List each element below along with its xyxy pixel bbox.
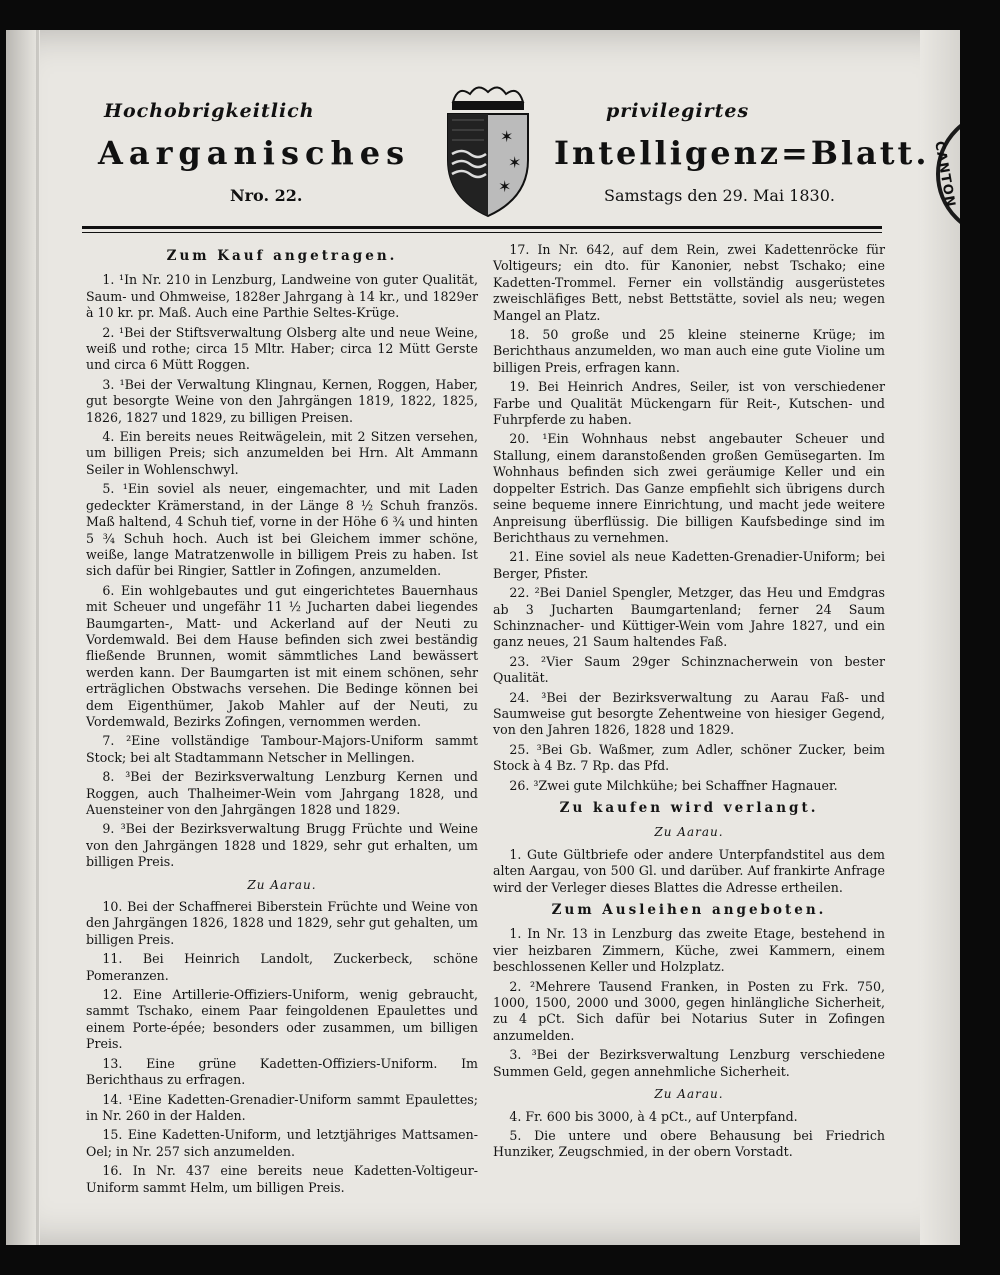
issue-number: Nro. 22. (230, 186, 303, 205)
ad-item: 14. ¹Eine Kadetten-Grenadier-Uniform sammt Epaulettes; in Nr. 260 in der Halden. (86, 1091, 478, 1123)
newspaper-page (6, 30, 960, 1245)
ad-item: 22. ²Bei Daniel Spengler, Metzger, das Heu und Emdgras ab 3 Jucharten Baumgartenland; ferner 24 Saum Schinznacher- und Küttiger-Wein vom Jahre 1827, und ein ganz neues, 21 Saum haltendes Faß. (493, 585, 885, 650)
ad-item: 25. ³Bei Gb. Waßmer, zum Adler, schöner Zucker, beim Stock à 4 Bz. 7 Rp. das Pfd. (493, 741, 885, 774)
ad-item: 1. In Nr. 13 in Lenzburg das zweite Etage, bestehend in vier heizbaren Zimmern, Küche, zwei Kammern, einem beschlossenen Keller und Holzplatz. (493, 926, 885, 975)
section-heading-sale: Zum Kauf angetragen. (166, 248, 398, 264)
ad-item: 20. ¹Ein Wohnhaus nebst angebauter Scheuer und Stallung, einem daranstoßenden großen Gemüsegarten. Im Wohnhaus befinden sich zwei geräumige Keller und ein doppelter Estrich. Das Ganze empfiehlt sich übrigens durch seine bequeme innere Einrichtung, und macht jede weitere Anpreisung überflüssig. Die billigen Kaufsbedinge sind im Berichthaus zu vernehmen. (493, 431, 885, 545)
ad-item: 16. In Nr. 437 eine bereits neue Kadetten-Voltigeur-Uniform sammt Helm, um billigen Preis. (86, 1163, 478, 1195)
ad-item: 8. ³Bei der Bezirksverwaltung Lenzburg Kernen und Roggen, auch Thalheimer-Wein vom Jahrgang 1828, und Auensteiner von den Jahrgängen 1828 und 1829. (86, 769, 478, 817)
subheading-aarau-3: Zu Aarau. (654, 1087, 724, 1102)
ad-item: 23. ²Vier Saum 29ger Schinznacherwein von bester Qualität. (493, 653, 885, 686)
svg-text:✶: ✶ (500, 127, 514, 146)
section-heading-wanted: Zu kaufen wird verlangt. (559, 800, 819, 816)
ad-item: 15. Eine Kadetten-Uniform, und letztjähriges Mattsamen-Oel; in Nr. 257 sich anzumelden. (86, 1127, 478, 1159)
ad-item: 24. ³Bei der Bezirksverwaltung zu Aarau Faß- und Saumweise gut besorgte Zehentweine von hiesiger Gegend, von den Jahren 1826, 1828 und 1829. (493, 689, 885, 738)
ad-item: 17. In Nr. 642, auf dem Rein, zwei Kadettenröcke für Voltigeurs; ein dto. für Kanonier, nebst Tschako; eine Kadetten-Trommel. Ferner ein vollständig ausgerüstetes zweischläfiges Bett, nebst Bettstätte, soviel als neu; wegen Mangel an Platz. (493, 242, 885, 323)
ad-item: 2. ²Mehrere Tausend Franken, in Posten zu Frk. 750, 1000, 1500, 2000 und 3000, gegen hinlängliche Sicherheit, zu 4 pCt. Sich dafür bei Notarius Suter in Zofingen anzumelden. (493, 978, 885, 1043)
coat-of-arms-icon (438, 80, 538, 220)
left-column (86, 242, 478, 1199)
ad-item: 4. Fr. 600 bis 3000, à 4 pCt., auf Unterpfand. (509, 1108, 798, 1124)
subheading-aarau: Zu Aarau. (247, 877, 317, 892)
ad-item: 26. ³Zwei gute Milchkühe; bei Schaffner Hagnauer. (509, 777, 838, 793)
svg-text:✶: ✶ (498, 177, 512, 196)
ad-item: 13. Eine grüne Kadetten-Offiziers-Uniform. Im Berichthaus zu erfragen. (86, 1055, 478, 1088)
masthead-line1-left: Hochobrigkeitlich (104, 100, 315, 122)
masthead-title-right: Intelligenz=Blatt. (554, 134, 930, 172)
section-heading-lending: Zum Ausleihen angeboten. (551, 902, 827, 919)
ad-item: 1. ¹In Nr. 210 in Lenzburg, Landweine von guter Qualität, Saum- und Ohmweise, 1828er Jahrgang à 14 kr., und 1829er à 10 kr. pr. Maß. Auch eine Parthie Seltes-Krüge. (86, 272, 478, 321)
ad-item: 4. Ein bereits neues Reitwägelein, mit 2 Sitzen versehen, um billigen Preis; sich anzumelden bei Hrn. Alt Ammann Seiler in Wohlenschwyl. (86, 429, 478, 477)
subheading-aarau-2: Zu Aarau. (654, 825, 724, 840)
svg-text:✶: ✶ (508, 153, 522, 172)
stamp-text: CANTON (931, 140, 958, 209)
ad-item: 5. Die untere und obere Behausung bei Friedrich Hunziker, Zeugschmied, in der obern Vorstadt. (493, 1127, 885, 1160)
ad-item: 9. ³Bei der Bezirksverwaltung Brugg Früchte und Weine von den Jahrgängen 1828 und 1829, sehr gut erhalten, um billigen Preis. (86, 821, 478, 870)
right-column (493, 242, 885, 1164)
ad-item: 6. Ein wohlgebautes und gut eingerichtetes Bauernhaus mit Scheuer und ungefähr 11 ½ Jucharten dabei liegendes Baumgarten-, Matt- und Ackerland auf der Neuti zu Vordemwald. Bei dem Hause befinden sich zwei beständig fließende Brunnen, womit sämmtliches Land bewässert werden kann. Der Baumgarten ist mit einem schönen, sehr erträglichen Obstwachs versehen. Die Bedinge können bei dem Eigenthümer, Jakob Mahler auf der Neuti, zu Vordemwald, Bezirks Zofingen, vernommen werden. (86, 582, 478, 729)
masthead (6, 30, 960, 240)
ad-item: 19. Bei Heinrich Andres, Seiler, ist von verschiedener Farbe und Qualität Mückengarn für Reit-, Kutschen- und Fuhrpferde zu haben. (493, 379, 885, 428)
ad-item: 1. Gute Gültbriefe oder andere Unterpfandstitel aus dem alten Aargau, von 500 Gl. und darüber. Auf frankirte Anfrage wird der Verleger dieses Blattes die Adresse ertheilen. (493, 846, 885, 895)
masthead-line1-right: privilegirtes (606, 100, 750, 122)
ad-item: 5. ¹Ein soviel als neuer, eingemachter, und mit Laden gedeckter Krämerstand, in der Länge 8 ½ Schuh französ. Maß haltend, 4 Schuh tief, vorne in der Höhe 6 ¾ und hinten 5 ¾ Schuh hoch. Auch ist bei Gleichem immer schöne, weiße, lange Matratzenwolle in billigem Preis zu haben. Ist sich dafür bei Ringier, Sattler in Zofingen, anzumelden. (86, 481, 478, 579)
ad-item: 21. Eine soviel als neue Kadetten-Grenadier-Uniform; bei Berger, Pfister. (493, 549, 885, 581)
ad-item: 12. Eine Artillerie-Offiziers-Uniform, wenig gebraucht, sammt Tschako, einem Paar feingoldenen Epaulettes und einem Porte-épée; besonders oder zusammen, um billigen Preis. (86, 987, 478, 1052)
ad-item: 3. ¹Bei der Verwaltung Klingnau, Kernen, Roggen, Haber, gut besorgte Weine von den Jahrgängen 1819, 1822, 1825, 1826, 1827 und 1829, zu billigen Preisen. (86, 376, 478, 425)
masthead-rule-thin (82, 232, 882, 233)
issue-date: Samstags den 29. Mai 1830. (604, 186, 835, 205)
ad-item: 3. ³Bei der Bezirksverwaltung Lenzburg verschiedene Summen Geld, gegen annehmliche Sicherheit. (493, 1047, 885, 1079)
ad-item: 18. 50 große und 25 kleine steinerne Krüge; im Berichthaus anzumelden, wo man auch eine gute Violine um billigen Preis, erfragen kann. (493, 327, 885, 375)
ad-item: 10. Bei der Schaffnerei Biberstein Früchte und Weine von den Jahrgängen 1826, 1828 und 1829, sehr gut gehalten, um billigen Preis. (86, 899, 478, 947)
masthead-rule-thick (82, 226, 882, 229)
ad-item: 11. Bei Heinrich Landolt, Zuckerbeck, schöne Pomeranzen. (86, 951, 478, 983)
ad-item: 7. ²Eine vollständige Tambour-Majors-Uniform sammt Stock; bei alt Stadtammann Netscher in Mellingen. (86, 733, 478, 765)
masthead-title-left: Aarganisches (98, 134, 411, 172)
ad-item: 2. ¹Bei der Stiftsverwaltung Olsberg alte und neue Weine, weiß und rothe; circa 15 Mltr. Haber; circa 12 Mütt Gerste und circa 6 Mütt Roggen. (86, 324, 478, 373)
